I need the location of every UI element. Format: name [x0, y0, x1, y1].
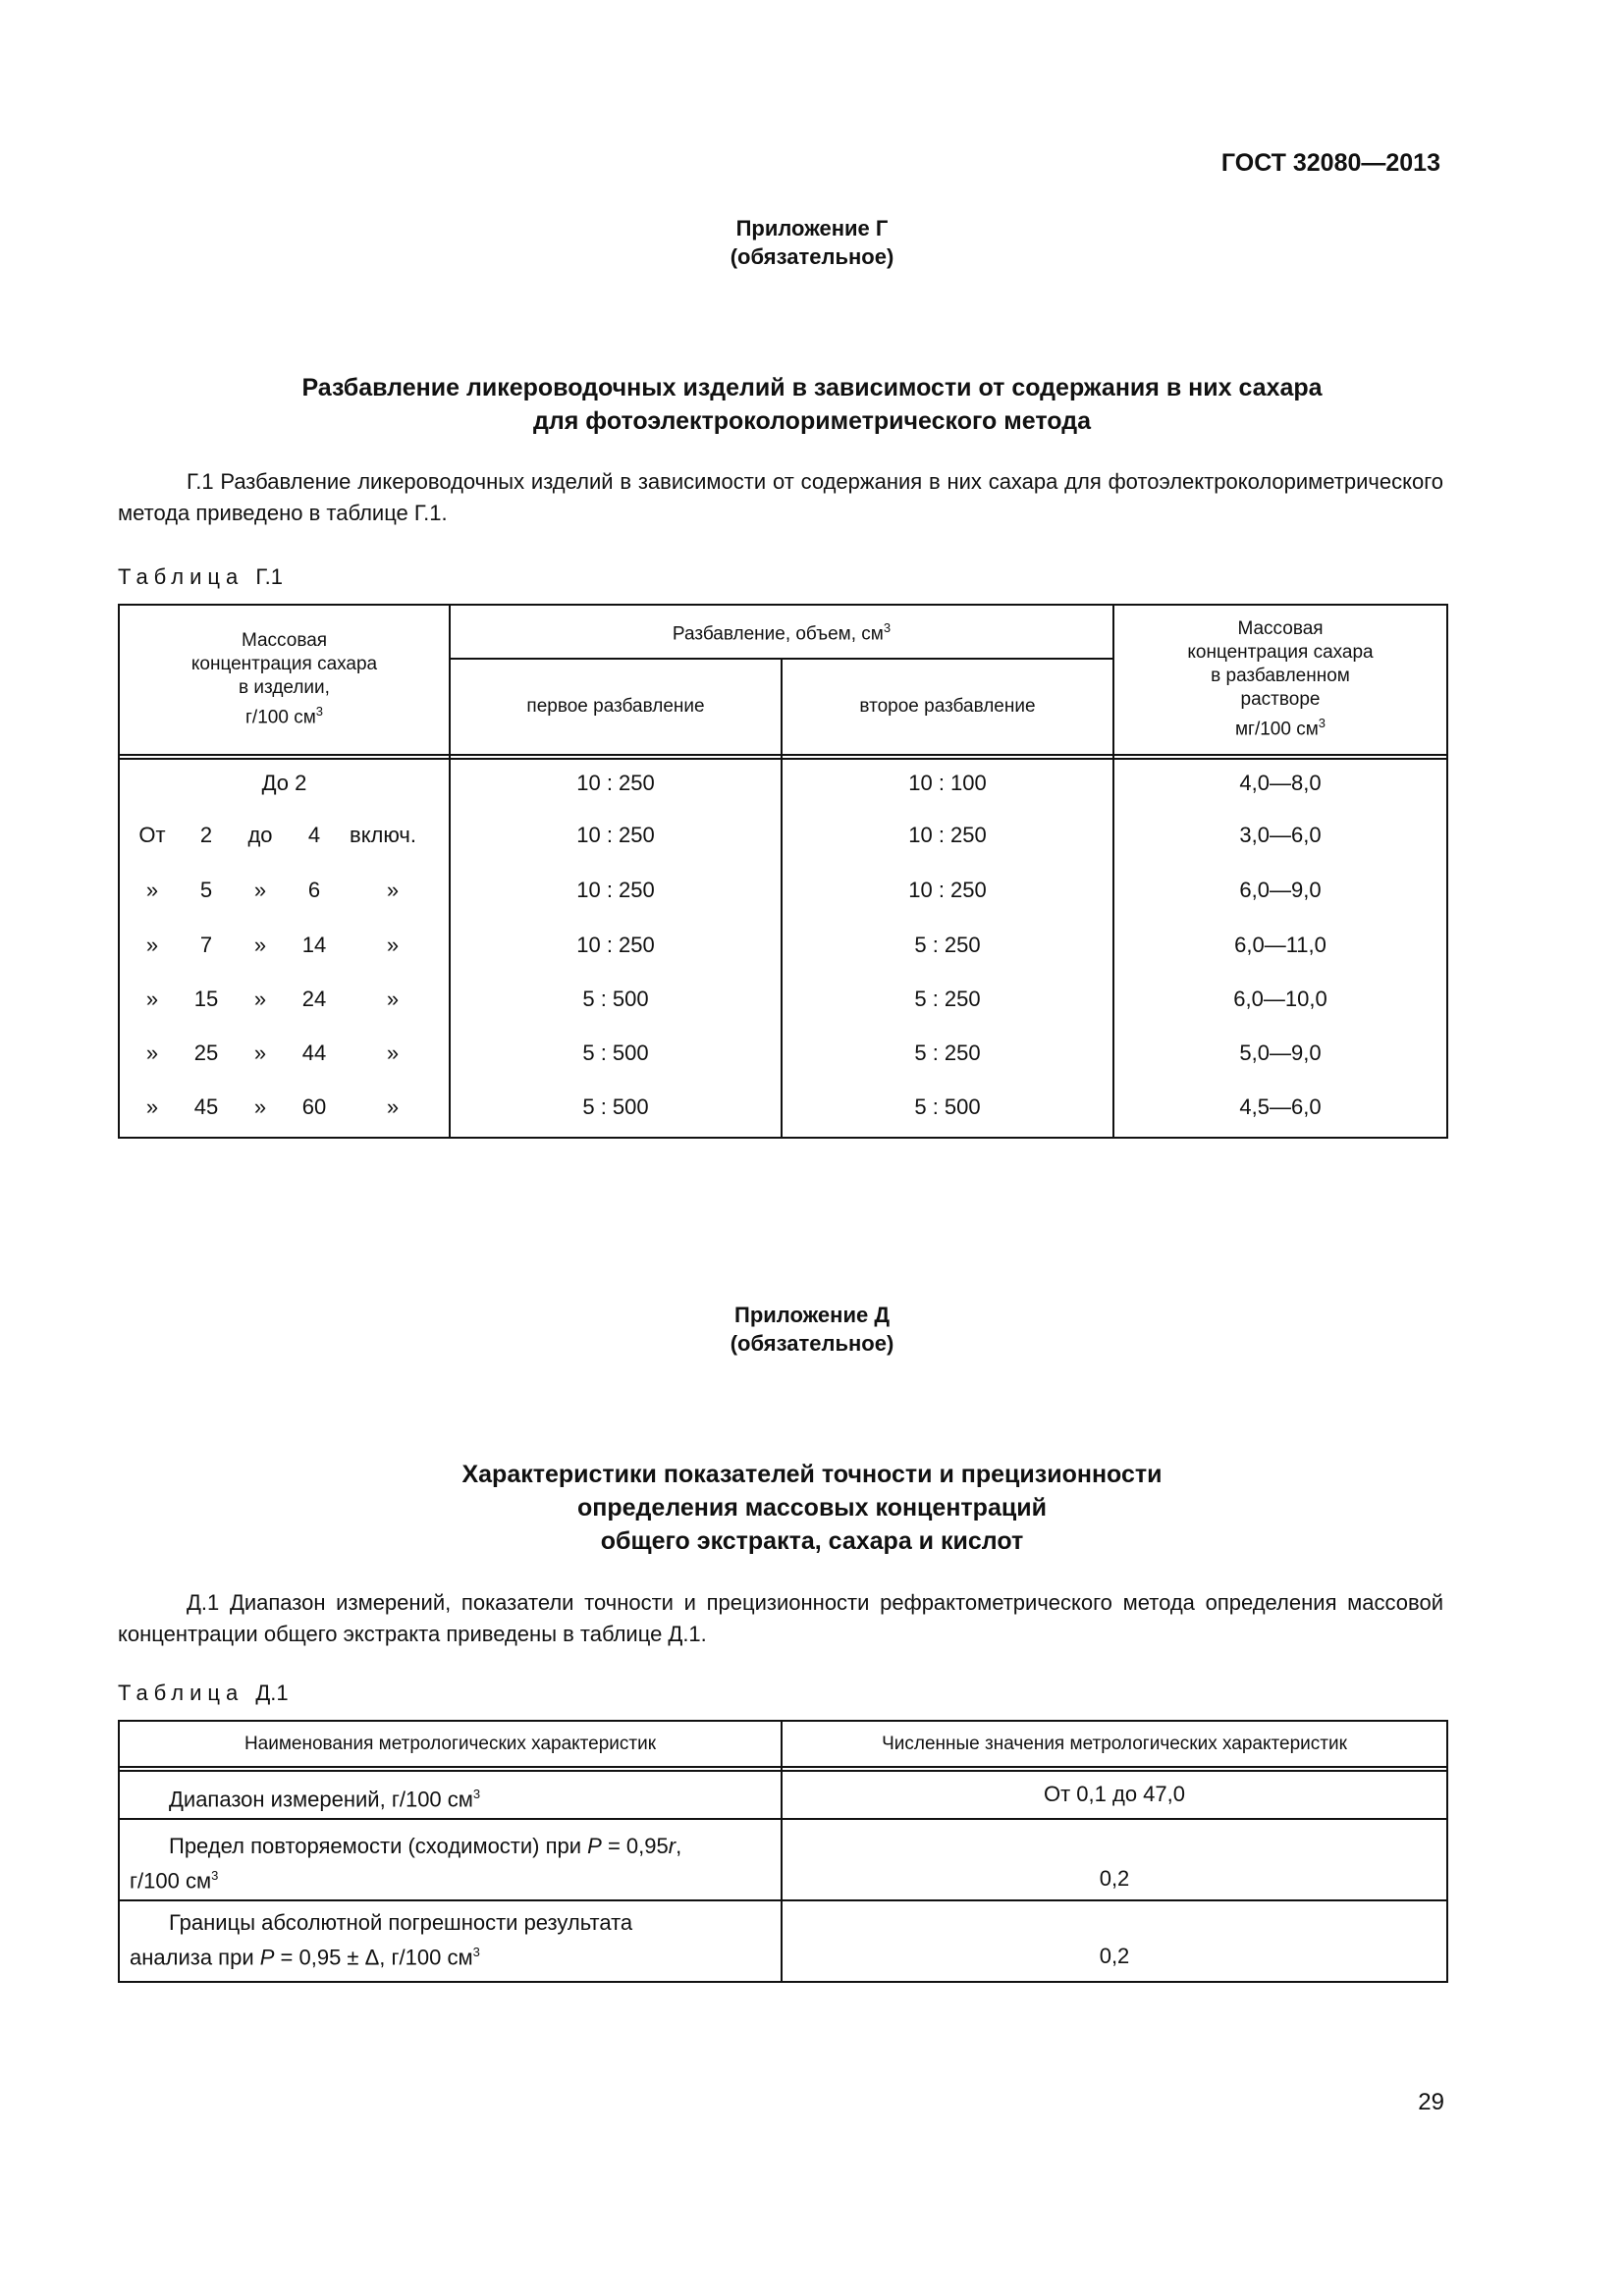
table-g1-cell-range-to: 14: [301, 933, 327, 957]
table-g1-cell-range-to-word: до: [247, 823, 273, 847]
table-d1-divider: [118, 1818, 1448, 1820]
appendix-d-heading-line1: Характеристики показателей точности и прецизионности: [461, 1461, 1163, 1488]
table-d1-row2-name: [130, 1832, 778, 1896]
table-g1-cell-range-from: 7: [199, 933, 213, 957]
table-g1-header-sugar-content: [120, 606, 449, 754]
table-g1-cell-range-to: 4: [307, 823, 321, 847]
table-g1-cell-first: 10 : 250: [576, 771, 655, 795]
table-g1-header-first-dilution: [451, 660, 781, 754]
table-g1-cell-first: 10 : 250: [576, 823, 655, 847]
table-d1-row2-value: 0,2: [1099, 1866, 1130, 1891]
table-d1-row1-name: [169, 1780, 480, 1814]
table-g1-cell-first: 10 : 250: [576, 933, 655, 957]
table-g1-cell-conc: 6,0—11,0: [1234, 933, 1326, 957]
cell-text: г/100 см: [130, 1868, 212, 1894]
header-text: Численные значения метрологических характеристик: [882, 1733, 1347, 1754]
table-g1-divider: [118, 754, 1448, 756]
superscript: 3: [883, 620, 892, 636]
cell-text: Диапазон измерений, г/100 см: [169, 1787, 473, 1812]
table-g1-cell-range-suffix: »: [386, 1041, 400, 1065]
header-text: Наименования метрологических характеристик: [244, 1733, 657, 1754]
header-line: концентрация сахара: [190, 654, 378, 675]
table-g1-cell-second: 5 : 250: [914, 987, 981, 1011]
appendix-g-title: Приложение Г: [735, 216, 889, 240]
header-text: первое разбавление: [526, 696, 705, 717]
document-number: ГОСТ 32080—2013: [1220, 149, 1440, 177]
superscript: 3: [315, 704, 323, 720]
table-g1-cell-range-from: 5: [199, 878, 213, 902]
table-g1-cell-range-to: 60: [301, 1095, 327, 1119]
appendix-g-heading-line1: Разбавление ликероводочных изделий в зависимости от содержания в них сахара: [301, 374, 1323, 401]
appendix-g-heading-line2: для фотоэлектроколориметрического метода: [533, 407, 1091, 435]
table-g1-cell-range-to-word: »: [253, 878, 267, 902]
table-g1-header-dilution: [451, 606, 1112, 658]
table-g1-cell-second: 5 : 500: [914, 1095, 981, 1119]
superscript: 3: [1318, 716, 1326, 731]
table-g1-cell-conc: 4,0—8,0: [1239, 771, 1322, 795]
appendix-d-heading-line2: определения массовых концентраций: [577, 1494, 1047, 1522]
table-g1-cell-second: 10 : 250: [908, 878, 987, 902]
header-line: растворе: [1240, 689, 1321, 711]
table-g1-cell-range: До 2: [261, 771, 307, 795]
table-g1-cell-range-to-word: »: [253, 1041, 267, 1065]
superscript: 3: [211, 1868, 219, 1883]
table-g1-cell-first: 5 : 500: [582, 1095, 649, 1119]
table-g1-caption-number: Г.1: [255, 564, 283, 589]
table-d1-caption-number: Д.1: [255, 1681, 289, 1705]
header-text: второе разбавление: [859, 696, 1036, 717]
table-g1-caption: [118, 564, 283, 590]
table-g1-cell-conc: 6,0—9,0: [1239, 878, 1322, 902]
appendix-d-heading-line3: общего экстракта, сахара и кислот: [600, 1527, 1024, 1555]
table-g1-cell-conc: 4,5—6,0: [1239, 1095, 1322, 1119]
table-g1-cell-range-to: 44: [301, 1041, 327, 1065]
table-g1-cell-conc: 3,0—6,0: [1239, 823, 1322, 847]
table-g1-cell-second: 10 : 100: [908, 771, 987, 795]
appendix-g-status: (обязательное): [730, 244, 894, 269]
table-d1-divider: [118, 1770, 1448, 1772]
appendix-d-paragraph-text: Д.1 Диапазон измерений, показатели точности и прецизионности рефрактометрического метода определения массовой концентрации общего экстракта приведены в таблице Д.1.: [118, 1590, 1443, 1646]
table-g1-cell-conc: 6,0—10,0: [1233, 987, 1327, 1011]
cell-text: = 0,95 ± Δ, г/100 см: [274, 1945, 473, 1970]
header-line: в изделии,: [239, 677, 330, 699]
appendix-g-paragraph-text: Г.1 Разбавление ликероводочных изделий в зависимости от содержания в них сахара для фотоэлектроколориметрического метода приведено в таблице Г.1.: [118, 469, 1443, 525]
table-g1-cell-first: 5 : 500: [582, 1041, 649, 1065]
header-line: в разбавленном: [1211, 666, 1350, 687]
table-g1-cell-second: 10 : 250: [908, 823, 987, 847]
page-number: 29: [1418, 2089, 1444, 2115]
table-g1-divider: [118, 758, 1448, 760]
table-g1-cell-range-prefix: »: [145, 933, 159, 957]
table-d1-row3-value: 0,2: [1099, 1944, 1130, 1968]
table-g1-cell-range-to: 6: [307, 878, 321, 902]
table-g1-header-second-dilution: [783, 660, 1112, 754]
superscript: 3: [472, 1945, 480, 1959]
cell-text: Границы абсолютной погрешности результата: [169, 1910, 633, 1935]
table-g1-cell-range-suffix: »: [386, 878, 400, 902]
table-g1-cell-second: 5 : 250: [914, 1041, 981, 1065]
cell-text: P: [587, 1834, 602, 1858]
header-line: мг/100 см: [1234, 719, 1319, 740]
table-g1-cell-range-to-word: »: [253, 933, 267, 957]
cell-text: P: [259, 1945, 275, 1970]
table-g1-cell-range-suffix: »: [386, 933, 400, 957]
table-g1-cell-range-to-word: »: [253, 1095, 267, 1119]
table-g1-cell-range-prefix: »: [145, 1095, 159, 1119]
header-text: Разбавление, объем, см: [672, 623, 884, 645]
table-g1-cell-first: 5 : 500: [582, 987, 649, 1011]
table-g1-cell-first: 10 : 250: [576, 878, 655, 902]
table-d1-header-value: [783, 1722, 1446, 1766]
table-g1-cell-range-suffix: включ.: [350, 823, 416, 847]
cell-text: ,: [676, 1834, 682, 1858]
table-d1-caption-word: Таблица: [118, 1681, 244, 1705]
table-g1-cell-range-to: 24: [301, 987, 327, 1011]
table-d1-row3-name: [130, 1908, 778, 1972]
appendix-d-paragraph: [118, 1587, 1443, 1650]
table-d1-divider: [118, 1899, 1448, 1901]
table-g1-cell-range-suffix: »: [386, 1095, 400, 1119]
appendix-d-status: (обязательное): [730, 1331, 894, 1356]
table-g1-cell-range-from: 15: [193, 987, 219, 1011]
superscript: 3: [472, 1787, 481, 1801]
table-d1-caption: [118, 1681, 289, 1706]
appendix-d-title: Приложение Д: [734, 1303, 890, 1327]
header-line: г/100 см: [245, 707, 316, 728]
header-line: концентрация сахара: [1187, 642, 1374, 664]
table-g1-cell-second: 5 : 250: [914, 933, 981, 957]
table-g1-cell-conc: 5,0—9,0: [1239, 1041, 1322, 1065]
table-g1-cell-range-prefix: От: [138, 823, 166, 847]
table-d1-header-name: [120, 1722, 781, 1766]
cell-text: = 0,95: [601, 1834, 669, 1858]
table-g1-cell-range-to-word: »: [253, 987, 267, 1011]
table-g1-cell-range-suffix: »: [386, 987, 400, 1011]
appendix-g-paragraph: [118, 466, 1443, 529]
cell-text: Предел повторяемости (сходимости) при: [169, 1834, 588, 1858]
table-g1-cell-range-prefix: »: [145, 878, 159, 902]
cell-text: r: [668, 1834, 677, 1858]
table-g1-cell-range-prefix: »: [145, 987, 159, 1011]
table-g1-cell-range-from: 45: [193, 1095, 219, 1119]
table-g1-header-diluted-concentration: [1114, 606, 1446, 754]
table-g1-caption-word: Таблица: [118, 564, 244, 589]
table-d1-row1-value: От 0,1 до 47,0: [1044, 1782, 1185, 1806]
table-g1-cell-range-prefix: »: [145, 1041, 159, 1065]
table-g1-cell-range-from: 25: [193, 1041, 219, 1065]
table-g1-cell-range-from: 2: [199, 823, 213, 847]
table-d1-divider: [118, 1766, 1448, 1768]
header-line: Массовая: [1237, 618, 1324, 640]
header-line: Массовая: [241, 630, 328, 652]
cell-text: анализа при: [130, 1945, 260, 1970]
